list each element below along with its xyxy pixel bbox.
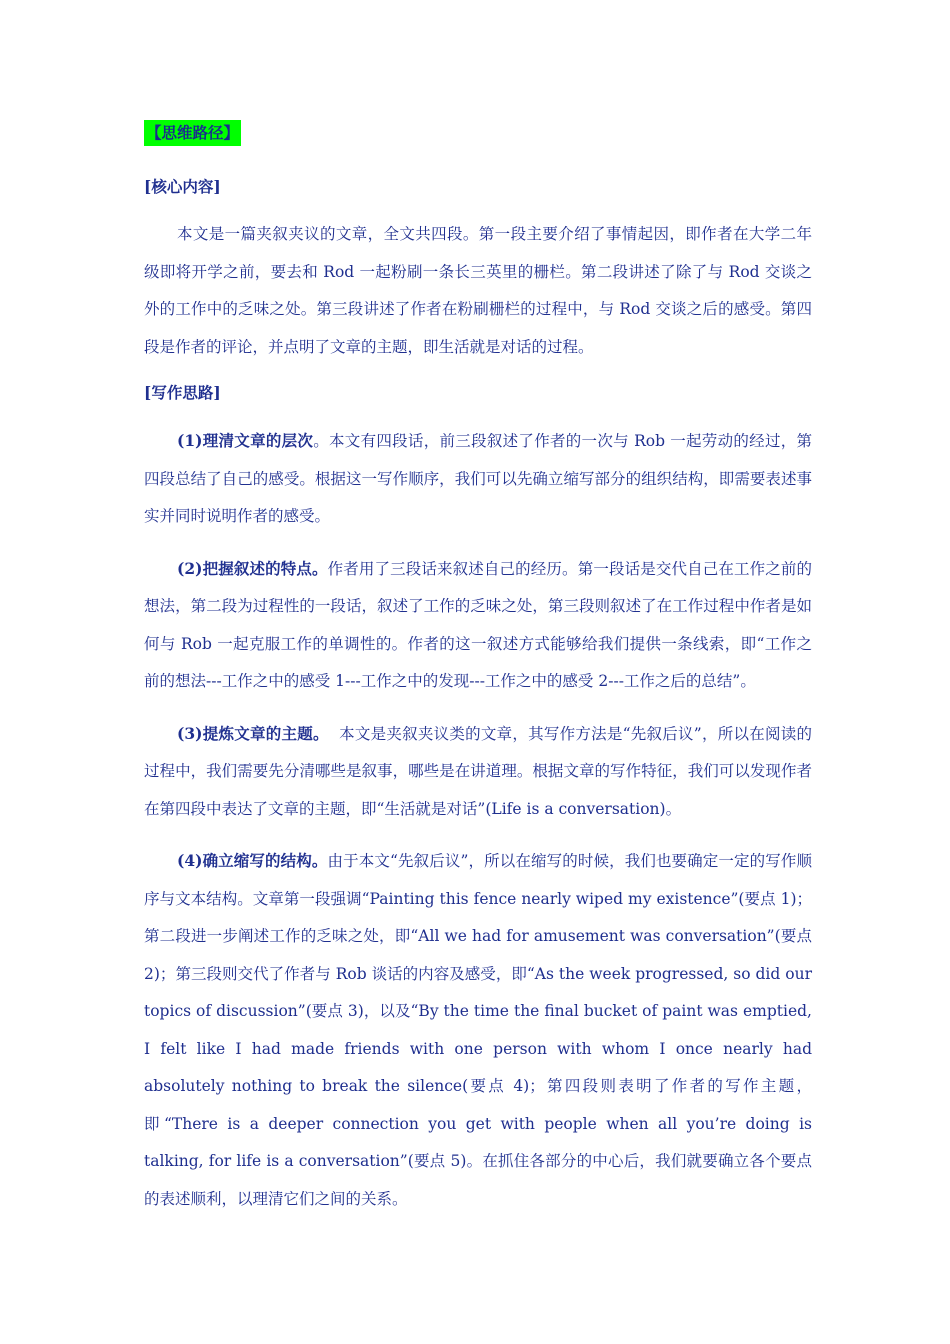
core-content-heading: [核心内容] (144, 177, 221, 196)
writing-point-4-lead: (4)确立缩写的结构。 (177, 851, 328, 870)
writing-point-4 (144, 842, 812, 1218)
writing-point-1-lead: (1)理清文章的层次 (177, 431, 314, 450)
writing-point-2-text: 作者用了三段话来叙述自己的经历。第一段话是交代自己在工作之前的想法，第二段为过程性的一段话，叙述了工作的乏味之处，第三段则叙述了在工作过程中作者是如何与 Rob 一起克服工作的单调性的。作者的这一叙述方式能够给我们提供一条线索，即“工作之前的想法---工作之中的感受 1---工作之中的发现---工作之中的感受 2---工作之后的总结”。 (144, 559, 812, 690)
writing-point-4-text: 由于本文“先叙后议”，所以在缩写的时候，我们也要确定一定的写作顺序与文本结构。文章第一段强调“Painting this fence nearly wiped my existence”(要点 1)；第二段进一步阐述工作的乏味之处，即“All we had for amusement was conversation”(要点 2)；第三段则交代了作者与 Rob 谈话的内容及感受，即“As the week progressed, so did our topics of discussion”(要点 3)，以及“By the time the final bucket of paint was emptied, I felt like I had made friends with one person with whom I once nearly had absolutely nothing to break the silence(要点 4)；第四段则表明了作者的写作主题，即“There is a deeper connection you get with people when all you’re doing is talking, for life is a conversation”(要点 5)。在抓住各部分的中心后，我们就要确立各个要点的表述顺利，以理清它们之间的关系。 (144, 852, 812, 1208)
header-row (144, 120, 812, 146)
writing-point-3-lead: (3)提炼文章的主题。 (177, 723, 329, 743)
writing-point-2 (144, 550, 812, 701)
document-body (144, 120, 812, 1218)
writing-approach-heading: [写作思路] (144, 383, 221, 402)
writing-point-2-lead: (2)把握叙述的特点。 (177, 558, 328, 578)
thinking-path-tag: 【思维路径】 (144, 120, 241, 146)
writing-point-1 (144, 422, 812, 536)
writing-point-3-text: 本文是夹叙夹议类的文章，其写作方法是“先叙后议”，所以在阅读的过程中，我们需要先分清哪些是叙事，哪些是在讲道理。根据文章的写作特征，我们可以发现作者在第四段中表达了文章的主题，即“生活就是对话”(Life is a conversation)。 (144, 724, 812, 818)
core-content-paragraph: 本文是一篇夹叙夹议的文章，全文共四段。第一段主要介绍了事情起因，即作者在大学二年级即将开学之前，要去和 Rod 一起粉刷一条长三英里的栅栏。第二段讲述了除了与 Rod 交谈之外的工作中的乏味之处。第三段讲述了作者在粉刷栅栏的过程中，与 Rod 交谈之后的感受。第四段是作者的评论，并点明了文章的主题，即生活就是对话的过程。 (144, 225, 812, 356)
writing-point-3 (144, 715, 812, 829)
writing-point-1-text: 。本文有四段话，前三段叙述了作者的一次与 Rob 一起劳动的经过，第四段总结了自己的感受。根据这一写作顺序，我们可以先确立缩写部分的组织结构，即需要表述事实并同时说明作者的感受。 (144, 432, 813, 525)
